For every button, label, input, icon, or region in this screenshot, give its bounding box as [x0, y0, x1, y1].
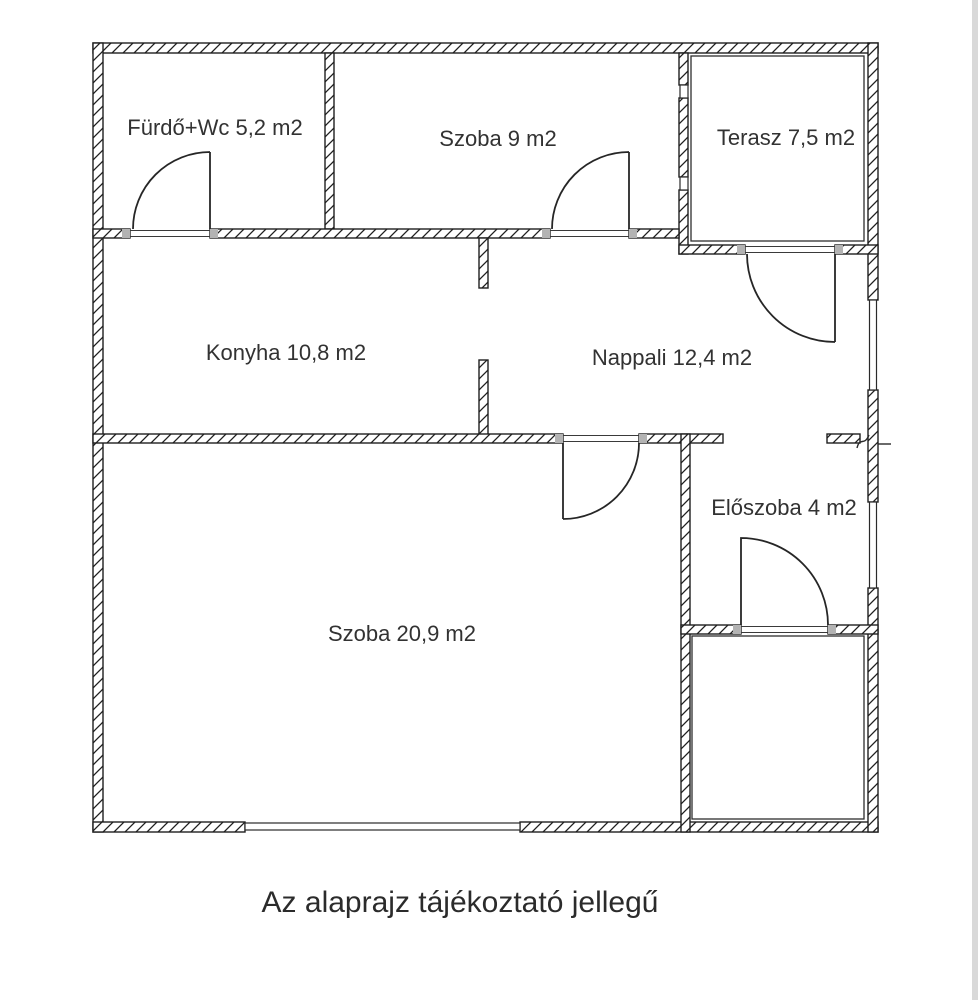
jamb-terasz-right — [835, 245, 843, 254]
window-szoba9-terasz-lower — [680, 177, 688, 190]
room-label-nappali: Nappali 12,4 m2 — [591, 345, 753, 370]
wall-top-rooms-bottom-2 — [210, 229, 550, 238]
room-label-szoba-9: Szoba 9 m2 — [439, 126, 557, 151]
wall-konyha-nappali-stub-top — [479, 238, 488, 288]
room-label-szoba-209: Szoba 20,9 m2 — [328, 621, 476, 646]
jamb-szoba209-right — [639, 434, 647, 443]
jamb-szoba9-right — [629, 229, 637, 238]
caption: Az alaprajz tájékoztató jellegű — [261, 886, 659, 919]
window-szoba9-terasz-upper — [680, 85, 688, 98]
wall-middle-3 — [827, 434, 860, 443]
wall-eloszoba-bottom-1 — [681, 625, 741, 634]
jamb-eloszoba-left — [733, 625, 741, 634]
room-label-furdo-wc: Fürdő+Wc 5,2 m2 — [127, 115, 303, 140]
wall-middle-1 — [93, 434, 563, 443]
jamb-furdo-right — [210, 229, 218, 238]
window-eloszoba-right — [870, 502, 877, 588]
jamb-furdo-left — [122, 229, 130, 238]
wall-outer-top — [93, 43, 878, 53]
jamb-szoba209-left — [555, 434, 563, 443]
wall-outer-bottom-left — [93, 822, 245, 832]
jamb-terasz-left — [737, 245, 745, 254]
wall-furdo-szoba9-divider — [325, 53, 334, 229]
wall-szoba9-terasz-2 — [679, 98, 688, 177]
wall-outer-right-upper — [868, 43, 878, 300]
wall-konyha-nappali-stub-bottom — [479, 360, 488, 438]
room-label-terasz: Terasz 7,5 m2 — [716, 125, 856, 150]
photo-edge-right — [972, 0, 978, 1000]
window-nappali-right — [870, 300, 877, 390]
wall-outer-bottom-right — [520, 822, 878, 832]
room-label-eloszoba: Előszoba 4 m2 — [711, 495, 857, 520]
wall-szoba9-terasz-1 — [679, 53, 688, 85]
window-szoba209-bottom — [245, 823, 520, 830]
jamb-eloszoba-right — [828, 625, 836, 634]
wall-outer-right-middle — [868, 390, 878, 502]
jamb-szoba9-left — [542, 229, 550, 238]
room-label-konyha: Konyha 10,8 m2 — [205, 340, 367, 365]
wall-terasz-bottom-1 — [679, 245, 745, 254]
